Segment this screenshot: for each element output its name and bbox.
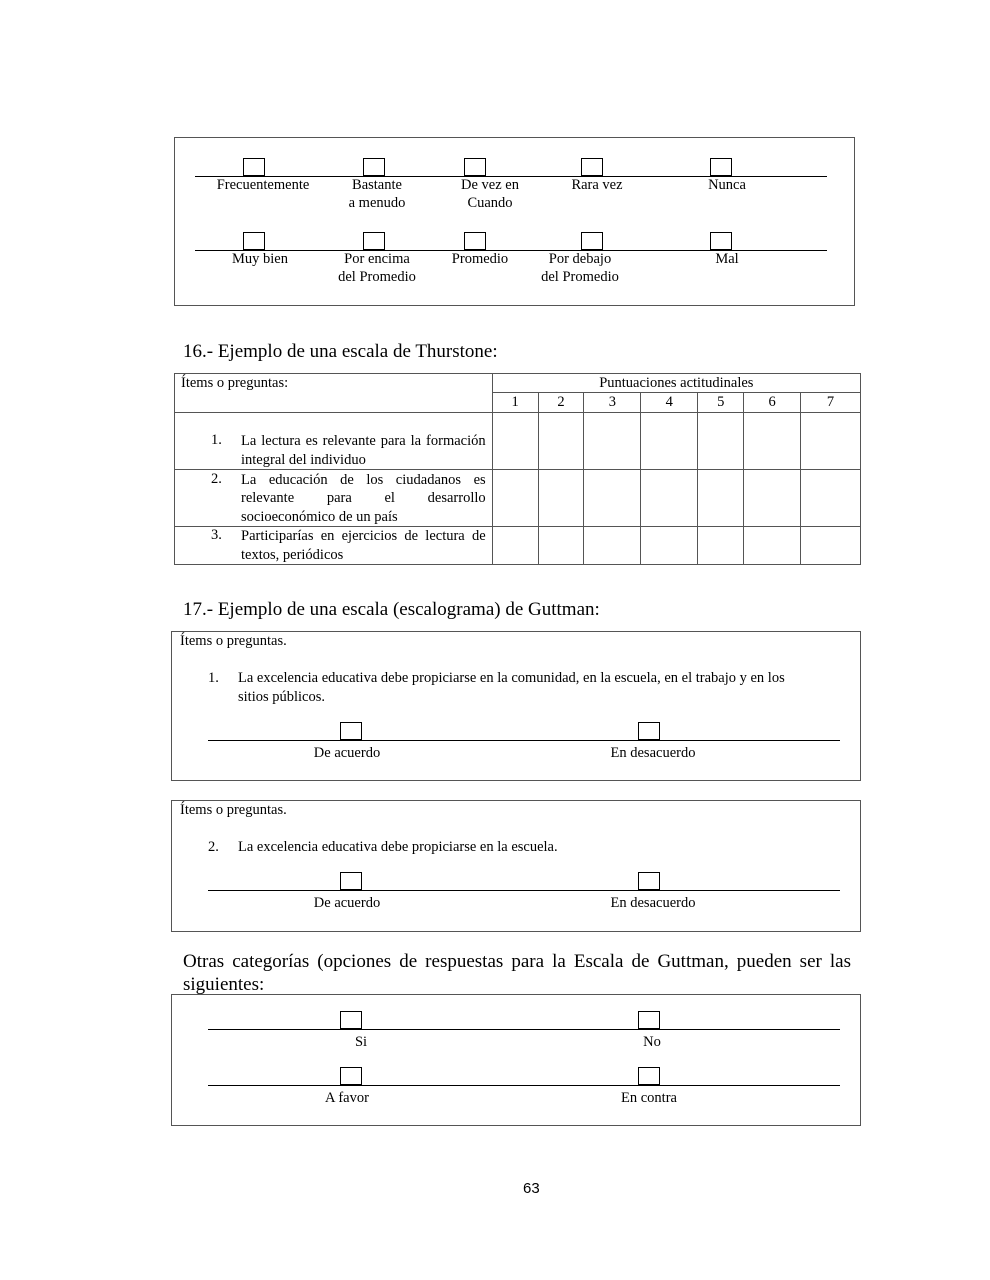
score-cell[interactable]	[492, 413, 538, 470]
label-de-acuerdo-2: De acuerdo	[313, 895, 381, 911]
other-categories-intro: Otras categorías (opciones de respuestas para la Escala de Guttman, pueden ser las siguientes:	[183, 951, 851, 995]
checkbox-a-favor[interactable]	[340, 1067, 362, 1085]
guttman-box1-number: 1.	[208, 670, 219, 686]
item-text: La lectura es relevante para la formación integral del individuo	[241, 433, 486, 468]
checkbox-mal[interactable]	[710, 232, 732, 250]
label-rara-vez: Rara vez	[571, 177, 623, 193]
item-number: 3.	[211, 527, 222, 543]
page-number: 63	[523, 1180, 540, 1197]
score-cell[interactable]	[584, 413, 641, 470]
guttman-box1-line	[208, 740, 840, 741]
thurstone-heading: 16.- Ejemplo de una escala de Thurstone:	[183, 341, 498, 362]
thurstone-table	[174, 373, 861, 565]
score-col-1: 1	[492, 393, 538, 413]
label-por-encima: Por encima del Promedio	[338, 251, 416, 285]
score-cell[interactable]	[584, 527, 641, 565]
si-no-line	[208, 1029, 840, 1030]
guttman-box2-number: 2.	[208, 839, 219, 855]
items-header: Ítems o preguntas:	[181, 375, 289, 391]
checkbox-no[interactable]	[638, 1011, 660, 1029]
table-row	[175, 413, 861, 470]
score-cell[interactable]	[641, 470, 698, 527]
score-cell[interactable]	[801, 527, 861, 565]
checkbox-nunca[interactable]	[710, 158, 732, 176]
label-en-desacuerdo-1: En desacuerdo	[610, 745, 696, 761]
checkbox-en-desacuerdo-1[interactable]	[638, 722, 660, 740]
checkbox-de-vez-en-cuando[interactable]	[464, 158, 486, 176]
score-cell[interactable]	[641, 413, 698, 470]
scores-header-cell	[492, 374, 860, 393]
checkbox-por-encima[interactable]	[363, 232, 385, 250]
guttman-box-2	[171, 800, 861, 932]
label-de-vez-en-cuando: De vez en Cuando	[461, 177, 519, 211]
score-cell[interactable]	[698, 527, 744, 565]
table-row	[175, 470, 861, 527]
label-frecuentemente: Frecuentemente	[216, 177, 310, 193]
checkbox-bastante[interactable]	[363, 158, 385, 176]
label-en-contra: En contra	[621, 1090, 677, 1106]
score-cell[interactable]	[492, 527, 538, 565]
label-por-debajo: Por debajo del Promedio	[541, 251, 619, 285]
checkbox-rara-vez[interactable]	[581, 158, 603, 176]
score-cell[interactable]	[584, 470, 641, 527]
score-cell[interactable]	[698, 470, 744, 527]
label-muy-bien: Muy bien	[232, 251, 288, 267]
score-cell[interactable]	[698, 413, 744, 470]
score-cell[interactable]	[801, 413, 861, 470]
checkbox-en-contra[interactable]	[638, 1067, 660, 1085]
likert-scale-box	[174, 137, 855, 306]
items-header-cell	[175, 374, 493, 413]
score-cell[interactable]	[538, 470, 584, 527]
score-col-4: 4	[641, 393, 698, 413]
score-cell[interactable]	[492, 470, 538, 527]
item-cell-2	[175, 470, 493, 527]
score-cell[interactable]	[538, 527, 584, 565]
label-si: Si	[354, 1034, 368, 1050]
item-number: 1.	[211, 432, 222, 448]
guttman-box2-text: La excelencia educativa debe propiciarse en la escuela.	[238, 839, 558, 855]
label-mal: Mal	[715, 251, 739, 267]
checkbox-de-acuerdo-2[interactable]	[340, 872, 362, 890]
guttman-box1-text-line1: La excelencia educativa debe propiciarse en la comunidad, en la escuela, en el trabajo y en los	[238, 670, 785, 686]
label-a-favor: A favor	[325, 1090, 369, 1106]
score-cell[interactable]	[744, 527, 801, 565]
label-bastante: Bastante a menudo	[348, 177, 406, 211]
guttman-box2-header: Ítems o preguntas.	[180, 802, 287, 818]
favor-contra-line	[208, 1085, 840, 1086]
checkbox-de-acuerdo-1[interactable]	[340, 722, 362, 740]
score-col-2: 2	[538, 393, 584, 413]
other-categories-box	[171, 994, 861, 1126]
label-nunca: Nunca	[708, 177, 746, 193]
item-cell-1	[175, 413, 493, 470]
label-promedio: Promedio	[451, 251, 509, 267]
item-text: La educación de los ciudadanos es relevante para el desarrollo socioeconómico de un país	[241, 471, 486, 525]
checkbox-promedio[interactable]	[464, 232, 486, 250]
score-col-6: 6	[744, 393, 801, 413]
guttman-box-1	[171, 631, 861, 781]
label-no: No	[643, 1034, 661, 1050]
guttman-box2-line	[208, 890, 840, 891]
table-row	[175, 527, 861, 565]
score-col-3: 3	[584, 393, 641, 413]
score-col-5: 5	[698, 393, 744, 413]
label-en-desacuerdo-2: En desacuerdo	[610, 895, 696, 911]
item-number: 2.	[211, 470, 222, 487]
guttman-heading: 17.- Ejemplo de una escala (escalograma) de Guttman:	[183, 599, 600, 620]
score-cell[interactable]	[641, 527, 698, 565]
checkbox-en-desacuerdo-2[interactable]	[638, 872, 660, 890]
scores-header: Puntuaciones actitudinales	[599, 374, 754, 391]
checkbox-muy-bien[interactable]	[243, 232, 265, 250]
checkbox-por-debajo[interactable]	[581, 232, 603, 250]
score-cell[interactable]	[744, 413, 801, 470]
checkbox-frecuentemente[interactable]	[243, 158, 265, 176]
guttman-box1-text-line2: sitios públicos.	[238, 689, 326, 705]
checkbox-si[interactable]	[340, 1011, 362, 1029]
label-de-acuerdo-1: De acuerdo	[313, 745, 381, 761]
score-cell[interactable]	[744, 470, 801, 527]
item-text: Participarías en ejercicios de lectura de textos, periódicos	[241, 528, 486, 563]
score-cell[interactable]	[538, 413, 584, 470]
guttman-box1-header: Ítems o preguntas.	[180, 633, 287, 649]
item-cell-3	[175, 527, 493, 565]
score-cell[interactable]	[801, 470, 861, 527]
score-col-7: 7	[801, 393, 861, 413]
